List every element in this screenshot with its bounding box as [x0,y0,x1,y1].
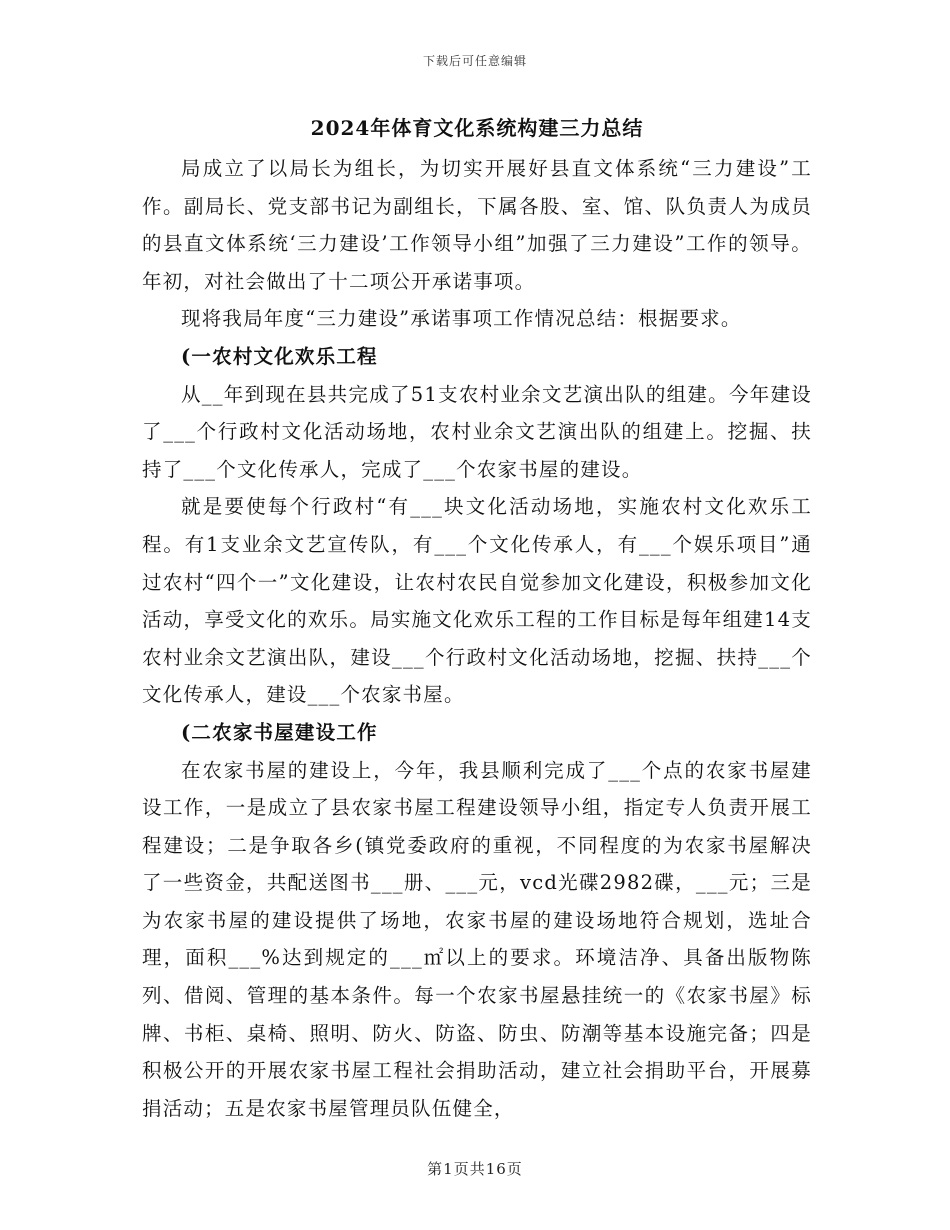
section-1-paragraph-2: 就是要使每个行政村“有___块文化活动场地，实施农村文化欢乐工程。有1支业余文艺宣传队，有___个文化传承人，有___个娱乐项目”通过农村“四个一”文化建设，让农村农民自觉参加文化建设，积极参加文化活动，享受文化的欢乐。局实施文化欢乐工程的工作目标是每年组建14支农村业余文艺演出队，建设___个行政村文化活动场地，挖掘、扶持___个文化传承人，建设___个农家书屋。 [142,495,812,707]
page-number-footer: 第1页共16页 [427,1160,523,1178]
section-heading-1: (一农村文化欢乐工程 [181,344,378,368]
section-1-paragraph-1: 从__年到现在县共完成了51支农村业余文艺演出队的组建。今年建设了___个行政村文化活动场地，农村业余文艺演出队的组建上。挖掘、扶持了___个文化传承人，完成了___个农家书屋的建设。 [142,382,812,481]
document-body [142,110,812,1127]
section-heading-2: (二农家书屋建设工作 [181,720,378,744]
document-title: 2024年体育文化系统构建三力总结 [310,116,644,140]
section-2-paragraph-1: 在农家书屋的建设上，今年，我县顺利完成了___个点的农家书屋建设工作，一是成立了县农家书屋工程建设领导小组，指定专人负责开展工程建设；二是争取各乡(镇党委政府的重视，不同程度的为农家书屋解决了一些资金，共配送图书___册、___元，vcd光碟2982碟，___元；三是为农家书屋的建设提供了场地，农家书屋的建设场地符合规划，选址合理，面积___%达到规定的___㎡以上的要求。环境洁净、具备出版物陈列、借阅、管理的基本条件。每一个农家书屋悬挂统一的《农家书屋》标牌、书柜、桌椅、照明、防火、防盗、防虫、防潮等基本设施完备；四是积极公开的开展农家书屋工程社会捐助活动，建立社会捐助平台，开展募捐活动；五是农家书屋管理员队伍健全， [142,758,812,1120]
intro-paragraph-1: 局成立了以局长为组长，为切实开展好县直文体系统“三力建设”工作。副局长、党支部书记为副组长，下属各股、室、馆、队负责人为成员的县直文体系统‘三力建设’工作领导小组”加强了三力建设”工作的领导。年初，对社会做出了十二项公开承诺事项。 [142,157,812,293]
header-note: 下载后可任意编辑 [422,54,527,68]
intro-paragraph-2: 现将我局年度“三力建设”承诺事项工作情况总结：根据要求。 [181,307,742,331]
